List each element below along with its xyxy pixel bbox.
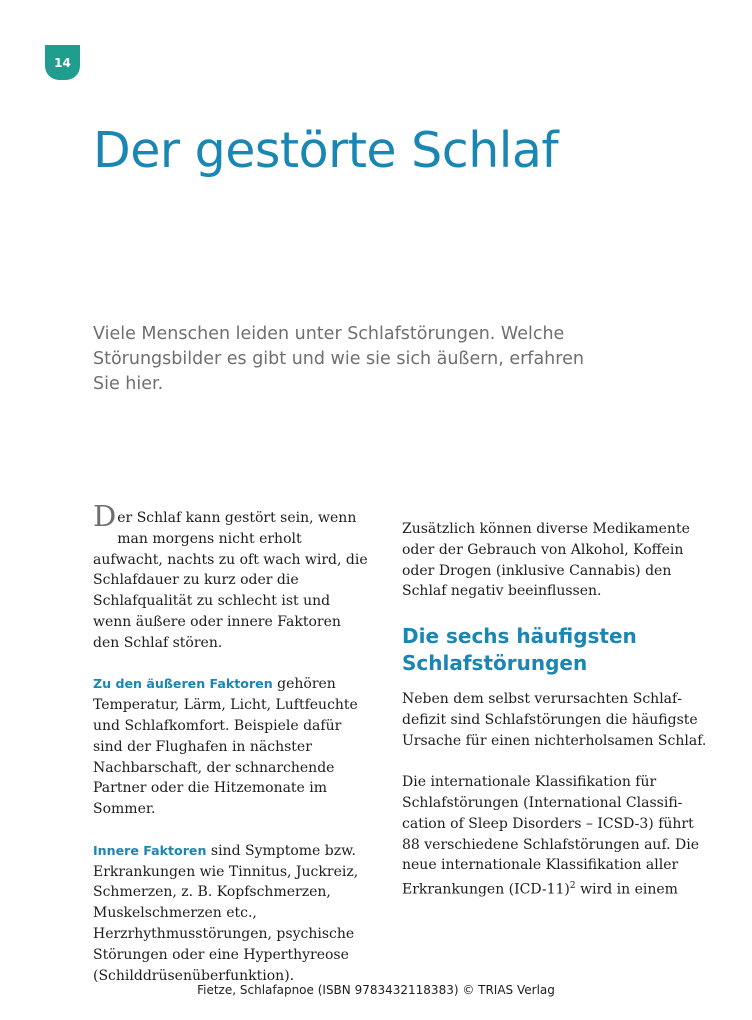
page-number: 14 [54,55,71,70]
paragraph-text: er Schlaf kann gestört sein, wenn man morgens nicht erholt aufwacht, nachts zu oft wach wird, die Schlafdauer zu kurz oder die Schlafqualität zu schlecht ist und wenn äußere oder innere Faktoren den Schlaf stören. [93,510,368,651]
intro-text: Viele Menschen leiden unter Schlafstörungen. Welche Störungsbilder es gibt und wie sie sich äußern, erfahren Sie hier. [93,324,584,394]
paragraph-schlaf-gestoert [93,499,371,654]
paragraph-text: sind Symptome bzw. Erkrankungen wie Tinnitus, Juckreiz, Schmerzen, z. B. Kopfschmerzen, Muskelschmerzen etc., Herzrhythmusstörungen, psychische Störungen oder eine Hyperthyreose (Schilddrüsenüberfunktion). [93,842,359,984]
right-column [402,519,708,921]
drop-cap: D [93,499,117,533]
paragraph-text: Die internationale Klassifikation für Schlafstörungen (International Classification of Sleep Disorders – ICSD-3) führt 88 verschiedene Schlafstörungen auf. Die neue internationale Klassifikation aller Erkrankungen (ICD-11) [402,774,700,898]
keyword-innere-faktoren: Innere Faktoren [93,842,207,858]
paragraph-text: wird in einem [575,881,678,898]
paragraph-schlafdefizit: Neben dem selbst verursachten Schlafdefizit sind Schlafstörungen die häufigste Ursache für einen nichterholsamen Schlaf. [402,690,707,749]
page-number-badge [45,45,80,80]
paragraph-text: gehören Temperatur, Lärm, Licht, Luftfeuchte und Schlafkomfort. Beispiele dafür sind der Flughafen in nächster Nachbarschaft, der schnarchende Partner oder die Hitzemonate im Sommer. [93,676,358,818]
paragraph-medikamente: Zusätzlich können diverse Medikamente oder der Gebrauch von Alkohol, Koffein oder Drogen (inklusive Cannabis) den Schlaf negativ beeinflussen. [402,521,690,600]
keyword-aeussere-faktoren: Zu den äußeren Faktoren [93,676,273,692]
page-footer: Fietze, Schlafapnoe (ISBN 9783432118383) © TRIAS Verlag [197,983,555,997]
page-title: Der gestörte Schlaf [93,122,559,179]
footnote-reference[interactable]: 2 [569,881,576,892]
section-heading: Die sechs häufigsten Schlafstörungen [402,623,637,675]
paragraph-innere-faktoren [93,841,371,987]
paragraph-aeussere-faktoren [93,674,371,820]
left-column [93,499,371,1007]
paragraph-klassifikation [402,772,708,900]
